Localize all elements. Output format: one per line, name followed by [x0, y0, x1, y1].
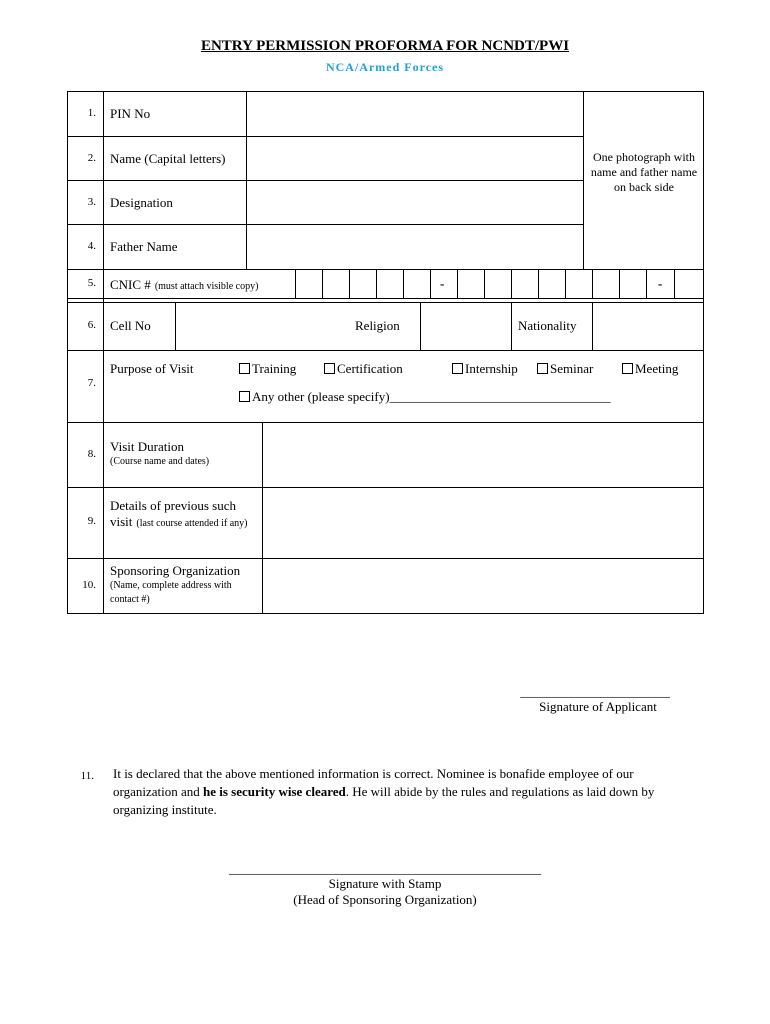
cell-divider [420, 302, 421, 350]
religion-input[interactable] [422, 304, 510, 349]
applicant-signature-label: Signature of Applicant [539, 699, 657, 714]
declaration-text [113, 765, 673, 819]
designation-label: Designation [110, 195, 173, 210]
visit-duration-note: (Course name and dates) [110, 456, 210, 467]
row-divider [67, 136, 583, 137]
purpose-label: Purpose of Visit [110, 361, 194, 376]
cnic-input[interactable] [296, 271, 674, 297]
visit-duration-input[interactable] [264, 424, 702, 486]
row-number: 11. [80, 770, 94, 782]
row-divider [67, 558, 704, 559]
visit-duration-label: Visit Duration [110, 439, 184, 454]
row-divider [67, 422, 704, 423]
previous-visit-note: (last course attended if any) [136, 518, 248, 529]
any-other-checkbox[interactable]: Any other (please specify)__________________________________ [239, 389, 611, 405]
cell-divider [175, 302, 176, 350]
cell-no-label: Cell No [110, 318, 151, 333]
row-divider [67, 302, 704, 303]
previous-visit-label: Details of previous such [110, 498, 237, 513]
training-checkbox[interactable]: Training [239, 361, 296, 377]
meeting-checkbox[interactable]: Meeting [622, 361, 678, 377]
row-number: 1. [87, 107, 96, 119]
row-divider [67, 180, 583, 181]
row-number: 4. [87, 240, 96, 252]
cnic-label-group [110, 276, 258, 294]
applicant-signature-line[interactable]: _______________________ [520, 684, 670, 699]
stamp-signature-line[interactable]: ________________________________________________ [229, 861, 541, 876]
photo-placeholder-text: One photograph with name and father name on back side [590, 150, 698, 194]
designation-input[interactable] [248, 182, 582, 223]
previous-visit-label-group [110, 514, 258, 531]
row-divider [67, 487, 704, 488]
row-number: 2. [87, 152, 96, 164]
father-name-input[interactable] [248, 226, 582, 268]
row-number: 9. [87, 515, 96, 527]
row-divider [67, 298, 704, 299]
cell-divider [511, 302, 512, 350]
nationality-label: Nationality [518, 318, 577, 333]
table-border-top [67, 91, 704, 92]
previous-visit-input[interactable] [264, 489, 702, 557]
row-divider [67, 224, 583, 225]
sponsor-note: (Name, complete address with contact #) [110, 580, 232, 605]
sponsor-input[interactable] [264, 560, 702, 612]
name-input[interactable] [248, 138, 582, 179]
stamp-signature-label: Signature with Stamp [328, 876, 442, 891]
cnic-note: (must attach visible copy) [154, 281, 259, 292]
declaration-text-start: It is declared that the above mentioned information is correct. Nominee is bonafide employee of our organization and [113, 766, 634, 799]
number-column-divider [103, 91, 104, 614]
nationality-input[interactable] [594, 304, 702, 349]
row-number: 3. [87, 196, 96, 208]
cnic-separator: - [658, 276, 663, 291]
label-column-divider [262, 422, 263, 613]
pin-input[interactable] [248, 93, 582, 135]
row-number: 5. [87, 277, 96, 289]
pin-label: PIN No [110, 106, 151, 121]
table-border-bottom [67, 613, 704, 614]
form-title: ENTRY PERMISSION PROFORMA FOR NCNDT/PWI [200, 38, 570, 54]
table-border-right [703, 91, 704, 614]
row-divider [67, 269, 704, 270]
father-name-label: Father Name [110, 239, 178, 254]
row-number: 7. [87, 377, 96, 389]
name-label: Name (Capital letters) [110, 151, 226, 166]
previous-visit-label-cont: visit [110, 514, 133, 529]
cnic-label: CNIC # [110, 277, 151, 292]
photo-column-divider [583, 91, 584, 269]
cnic-separator: - [440, 276, 445, 291]
internship-checkbox[interactable]: Internship [452, 361, 518, 377]
declaration-bold: he is security wise cleared [203, 784, 346, 799]
form-subtitle: NCA/Armed Forces [325, 60, 445, 74]
certification-checkbox[interactable]: Certification [324, 361, 403, 377]
cell-divider [592, 302, 593, 350]
stamp-signature-sublabel: (Head of Sponsoring Organization) [293, 892, 477, 907]
row-number: 6. [87, 319, 96, 331]
seminar-checkbox[interactable]: Seminar [537, 361, 593, 377]
religion-label: Religion [355, 318, 400, 333]
label-column-divider [246, 91, 247, 269]
row-divider [67, 350, 704, 351]
declaration-text-end: . He will abide by the rules and regulations as laid down by organizing institute. [113, 784, 655, 817]
table-border-left [67, 91, 68, 614]
sponsor-label: Sponsoring Organization [110, 563, 241, 578]
cnic-box-divider [674, 269, 675, 298]
row-number: 10. [82, 579, 96, 591]
row-number: 8. [87, 448, 96, 460]
